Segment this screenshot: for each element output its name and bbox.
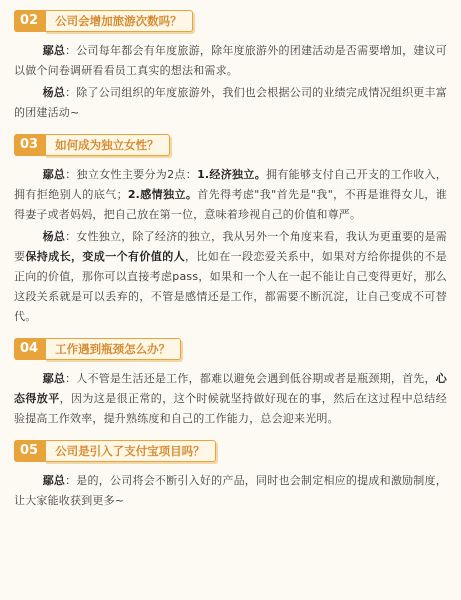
answer-text: 拥有能够支付自己开支的工作收入，拥有拒绝别人的底气； xyxy=(14,168,447,201)
question-header xyxy=(14,132,447,158)
answer-emphasis: 2.感情独立。 xyxy=(127,188,198,201)
answer-text: ：人不管是生活还是工作，都难以避免会遇到低谷期或者是瓶颈期，首先， xyxy=(65,372,436,385)
answer-text: ，因为这是很正常的，这个时候就坚持做好现在的事，然后在这过程中总结经验提高工作效率，提升熟练度和自己的工作能力，总会迎来光明。 xyxy=(14,392,447,425)
answer-paragraph xyxy=(14,227,447,327)
qa-section-02 xyxy=(14,8,447,123)
question-header xyxy=(14,336,447,362)
answer-paragraph xyxy=(14,41,447,81)
question-header xyxy=(14,8,447,34)
speaker-name: 鄢总 xyxy=(42,474,66,487)
answer-paragraph xyxy=(14,369,447,429)
qa-section-03 xyxy=(14,132,447,327)
speaker-name: 鄢总 xyxy=(42,44,66,57)
answer-paragraph xyxy=(14,83,447,123)
speaker-name: 鄢总 xyxy=(42,372,66,385)
question-header xyxy=(14,438,447,464)
answer-text: ：女性独立，除了经济的独立，我从另外一个角度来看，我认为更重要的是需要 xyxy=(14,230,447,263)
answer-text: ：是的，公司将会不断引入好的产品，同时也会制定相应的提成和激励制度，让大家能收获到更多~ xyxy=(14,474,447,507)
answer-text: ：公司每年都会有年度旅游，除年度旅游外的团建活动是否需要增加，建议可以做个问卷调研看看员工真实的想法和需求。 xyxy=(14,44,447,77)
answer-emphasis: 保持成长，变成一个有价值的人 xyxy=(25,250,185,263)
question-number-badge: 05 xyxy=(14,440,46,462)
speaker-name: 杨总 xyxy=(42,230,66,243)
answer-paragraph xyxy=(14,471,447,511)
speaker-name: 鄢总 xyxy=(42,168,66,181)
answer-text: ：独立女性主要分为2点： xyxy=(65,168,198,181)
answer-text: ：除了公司组织的年度旅游外，我们也会根据公司的业绩完成情况组织更丰富的团建活动~ xyxy=(14,86,447,119)
answer-text: ，比如在一段恋爱关系中，如果对方给你提供的不是正向的价值，那你可以直接考虑pass，如果和一个人在一起不能让自己变得更好，那么这段关系就是可以丢弃的，不管是感情还是工作，都需要不断沉淀，让自己变成不可替代。 xyxy=(14,250,447,323)
question-number-badge: 03 xyxy=(14,134,46,156)
question-title: 公司会增加旅游次数吗？ xyxy=(44,10,193,32)
question-number-badge: 04 xyxy=(14,338,46,360)
question-title: 如何成为独立女性？ xyxy=(44,134,170,156)
speaker-name: 杨总 xyxy=(42,86,66,99)
answer-emphasis: 心态得放平 xyxy=(14,372,447,405)
question-title: 公司是引入了支付宝项目吗？ xyxy=(44,440,216,462)
question-title: 工作遇到瓶颈怎么办？ xyxy=(44,338,181,360)
qa-section-04 xyxy=(14,336,447,429)
answer-text: 首先得考虑"我"首先是"我"，不再是谁得女儿，谁得妻子或者妈妈，把自己放在第一位，意味着珍视自己的价值和尊严。 xyxy=(14,188,447,221)
qa-section-05 xyxy=(14,438,447,511)
answer-paragraph xyxy=(14,165,447,225)
answer-emphasis: 1.经济独立。 xyxy=(197,168,267,181)
question-number-badge: 02 xyxy=(14,10,46,32)
